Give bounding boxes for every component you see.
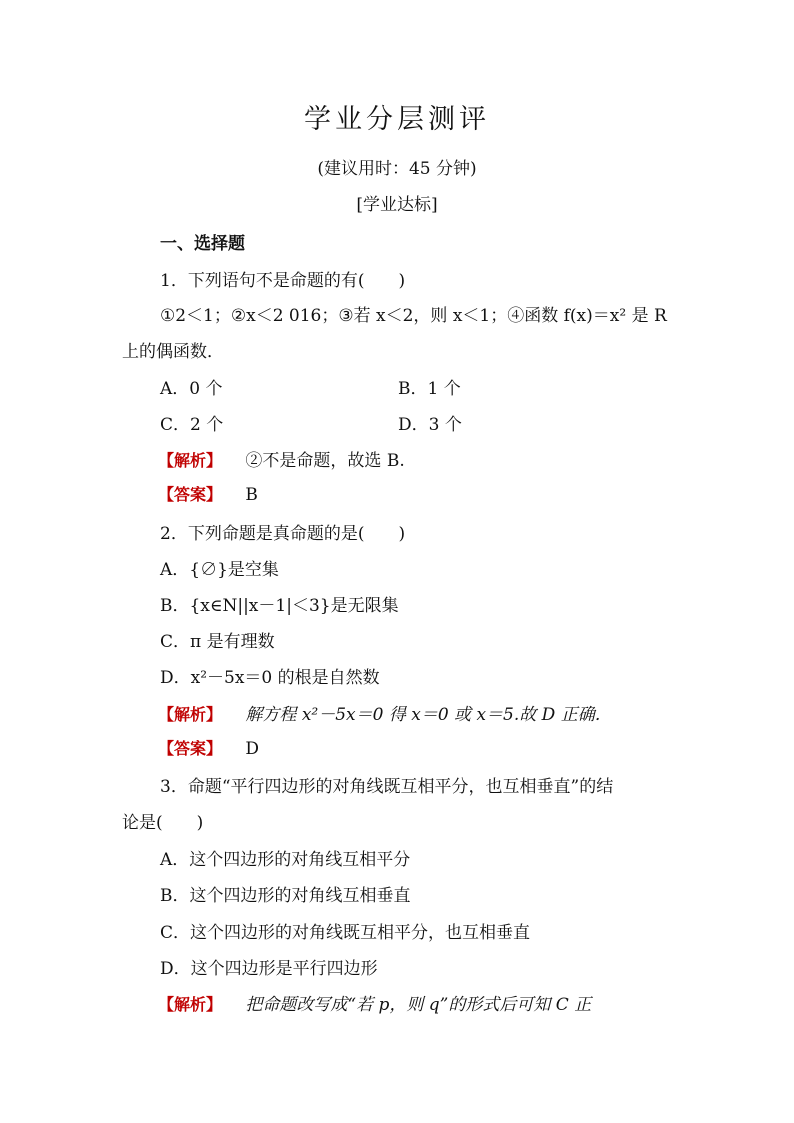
analysis-tag: 【解析】 xyxy=(158,995,223,1014)
q1-statement-line1: ①2＜1；②x＜2 016；③若 x＜2，则 x＜1；④函数 f(x)＝x² 是 R xyxy=(160,306,667,326)
analysis-text: ②不是命题，故选 B. xyxy=(245,451,405,471)
q1-option-c: C．2 个 xyxy=(160,415,224,435)
answer-text: D xyxy=(245,739,260,759)
q1-option-d: D．3 个 xyxy=(398,415,462,435)
q1-option-a: A．0 个 xyxy=(160,379,223,399)
q2-stem: 2．下列命题是真命题的是( ) xyxy=(160,524,406,544)
answer-tag: 【答案】 xyxy=(158,739,223,758)
q1-analysis xyxy=(158,446,405,471)
q3-stem-line2: 论是( ) xyxy=(122,813,204,833)
analysis-tag: 【解析】 xyxy=(158,451,223,470)
q3-stem-line1: 3．命题“平行四边形的对角线既互相平分，也互相垂直”的结 xyxy=(160,777,614,797)
q1-statement-line2: 上的偶函数． xyxy=(122,342,224,362)
analysis-text: 解方程 x²－5x＝0 得 x＝0 或 x＝5.故 D 正确． xyxy=(245,705,612,725)
q2-option-a: A．{∅}是空集 xyxy=(160,560,279,580)
time-suggestion: (建议用时：45 分钟) xyxy=(317,159,477,179)
q3-option-b: B．这个四边形的对角线互相垂直 xyxy=(160,886,411,906)
part-heading: 一、选择题 xyxy=(160,234,245,254)
q2-analysis xyxy=(158,700,612,725)
answer-tag: 【答案】 xyxy=(158,485,223,504)
page-title: 学业分层测评 xyxy=(304,104,490,135)
answer-text: B xyxy=(245,485,258,505)
q2-option-c: C．π 是有理数 xyxy=(160,632,275,652)
q3-analysis xyxy=(158,990,591,1015)
q1-answer xyxy=(158,482,258,505)
analysis-text: 把命题改写成“若 p，则 q”的形式后可知 C 正 xyxy=(245,995,592,1015)
q3-option-d: D．这个四边形是平行四边形 xyxy=(160,959,378,979)
q1-option-b: B．1 个 xyxy=(398,379,461,399)
q2-option-d: D．x²－5x＝0 的根是自然数 xyxy=(160,668,380,688)
section-label: [学业达标] xyxy=(356,195,438,215)
q3-option-a: A．这个四边形的对角线互相平分 xyxy=(160,850,411,870)
q2-answer xyxy=(158,736,259,759)
analysis-tag: 【解析】 xyxy=(158,705,223,724)
q3-option-c: C．这个四边形的对角线既互相平分，也互相垂直 xyxy=(160,923,531,943)
q1-stem: 1．下列语句不是命题的有( ) xyxy=(160,271,406,291)
q2-option-b: B．{x∈N||x－1|＜3}是无限集 xyxy=(160,596,399,616)
